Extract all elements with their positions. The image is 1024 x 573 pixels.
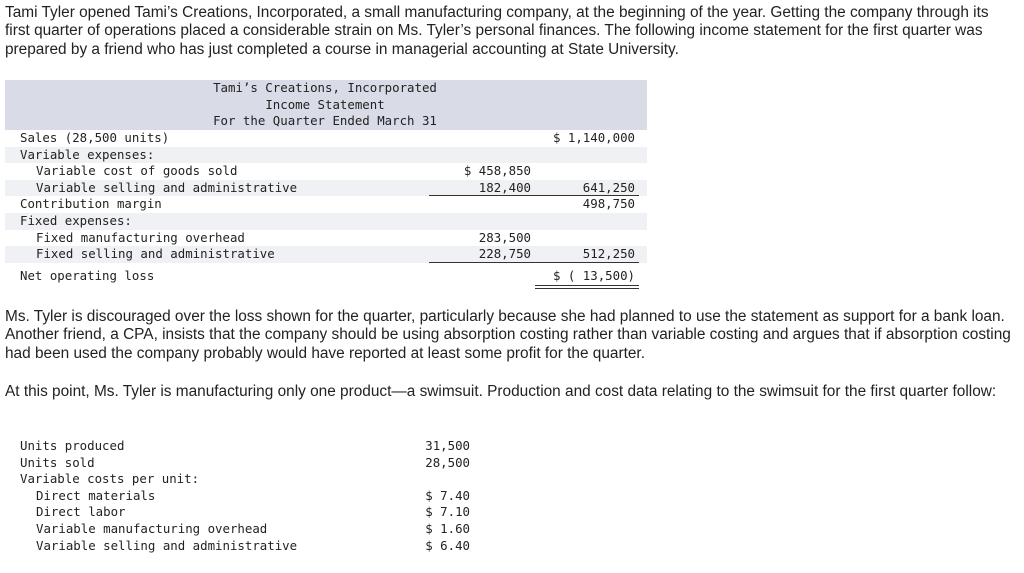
discussion-paragraph: Ms. Tyler is discouraged over the loss shown for the quarter, particularly because she had planned to use the statement as support for a bank loan. Another friend, a CPA, insists that the company should be using absorption costing rather than variable costing and argues that if absorption costing had been used the company probably would have reported at least some profit for the quarter. <box>5 308 1011 362</box>
row-label: Contribution margin <box>20 196 162 212</box>
intro-paragraph: Tami Tyler opened Tami’s Creations, Incorporated, a small manufacturing company, at the beginning of the year. Getting the company through its first quarter of operations placed a considerable strain on Ms. Tyler’s personal finances. The following income statement for the first quarter was prepared by a friend who has just completed a course in managerial accounting at State University. <box>5 4 989 58</box>
data-label: Units sold <box>20 454 95 470</box>
row-label: Variable selling and administrative <box>36 179 298 195</box>
data-label: Variable costs per unit: <box>20 471 200 487</box>
data-label: Variable selling and administrative <box>36 537 298 553</box>
row-amount: 228,750 <box>478 246 531 262</box>
company-name: Tami’s Creations, Incorporated <box>213 80 437 95</box>
production-data-table <box>5 438 505 563</box>
data-value: $ 1.60 <box>425 521 470 536</box>
row-label: Net operating loss <box>20 268 155 283</box>
row-label: Sales (28,500 units) <box>20 130 170 145</box>
row-total: $ ( 13,500) <box>552 268 635 283</box>
data-value: 31,500 <box>425 438 470 453</box>
row-total: 641,250 <box>582 179 635 195</box>
row-total: $ 1,140,000 <box>552 130 635 145</box>
income-statement <box>5 80 647 290</box>
data-label: Direct materials <box>36 487 156 503</box>
total-rule <box>535 262 639 263</box>
row-total: 512,250 <box>582 246 635 262</box>
total-rule <box>535 195 639 196</box>
row-label: Fixed expenses: <box>20 213 132 228</box>
row-label: Variable cost of goods sold <box>36 163 238 179</box>
statement-period: For the Quarter Ended March 31 <box>213 113 437 129</box>
double-rule-top <box>535 285 639 286</box>
subtotal-rule <box>429 195 535 196</box>
row-label: Variable expenses: <box>20 146 155 162</box>
row-amount: 283,500 <box>478 229 531 245</box>
data-value: $ 6.40 <box>425 537 470 553</box>
row-label: Fixed selling and administrative <box>36 246 275 262</box>
row-amount: $ 458,850 <box>463 163 531 179</box>
row-total: 498,750 <box>582 196 635 212</box>
data-value: $ 7.40 <box>425 487 470 503</box>
subtotal-rule <box>429 262 535 263</box>
data-label: Direct labor <box>36 504 126 520</box>
data-value: $ 7.10 <box>425 504 470 520</box>
data-label: Variable manufacturing overhead <box>36 521 268 536</box>
row-amount: 182,400 <box>478 179 531 195</box>
double-rule-bottom <box>535 288 639 289</box>
production-intro-paragraph: At this point, Ms. Tyler is manufacturing only one product—a swimsuit. Production and cost data relating to the swimsuit for the first quarter follow: <box>5 383 997 400</box>
statement-title: Income Statement <box>265 96 385 112</box>
row-label: Fixed manufacturing overhead <box>36 229 245 245</box>
data-label: Units produced <box>20 438 125 453</box>
data-value: 28,500 <box>425 454 470 470</box>
